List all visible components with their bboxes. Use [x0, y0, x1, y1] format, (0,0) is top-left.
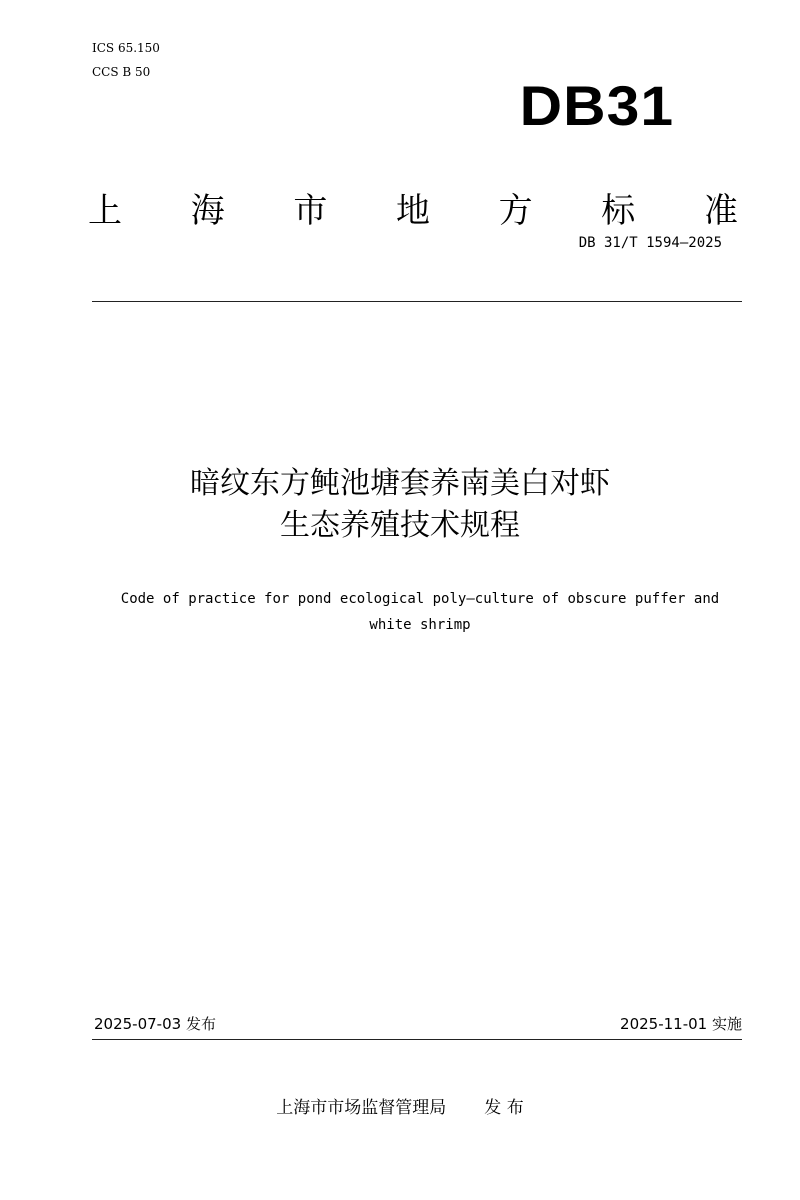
top-divider — [92, 301, 742, 302]
issue-date: 2025-07-03 发布 — [94, 1015, 216, 1033]
ics-code: ICS 65.150 — [92, 41, 160, 55]
standard-type-char: 准 — [703, 191, 738, 231]
chinese-title-line: 暗纹东方鲀池塘套养南美白对虾 — [190, 466, 610, 501]
standard-number: DB 31/T 1594—2025 — [578, 235, 722, 251]
standard-type-char: 地 — [395, 191, 430, 231]
standard-type-char: 上 — [88, 191, 122, 231]
standard-type-char: 海 — [190, 191, 225, 231]
standard-type-char: 市 — [293, 191, 328, 231]
standard-type-char: 标 — [601, 191, 636, 231]
db31-mark: DB31 — [519, 74, 674, 137]
chinese-title-line: 生态养殖技术规程 — [280, 508, 520, 543]
issuer-action: 发 布 — [484, 1098, 524, 1118]
standard-type-char: 方 — [498, 191, 533, 231]
issuer — [0, 1100, 800, 1117]
bottom-divider — [92, 1039, 742, 1040]
implementation-date: 2025-11-01 实施 — [620, 1015, 742, 1033]
issuer-name: 上海市市场监督管理局 — [276, 1098, 447, 1118]
standard-type-heading — [88, 188, 738, 234]
english-title-line: white shrimp — [369, 617, 471, 633]
ccs-code: CCS B 50 — [92, 65, 151, 79]
chinese-title — [0, 463, 800, 547]
english-title-line: Code of practice for pond ecological poly—culture of obscure puffer and — [120, 591, 720, 607]
english-title — [90, 586, 750, 638]
